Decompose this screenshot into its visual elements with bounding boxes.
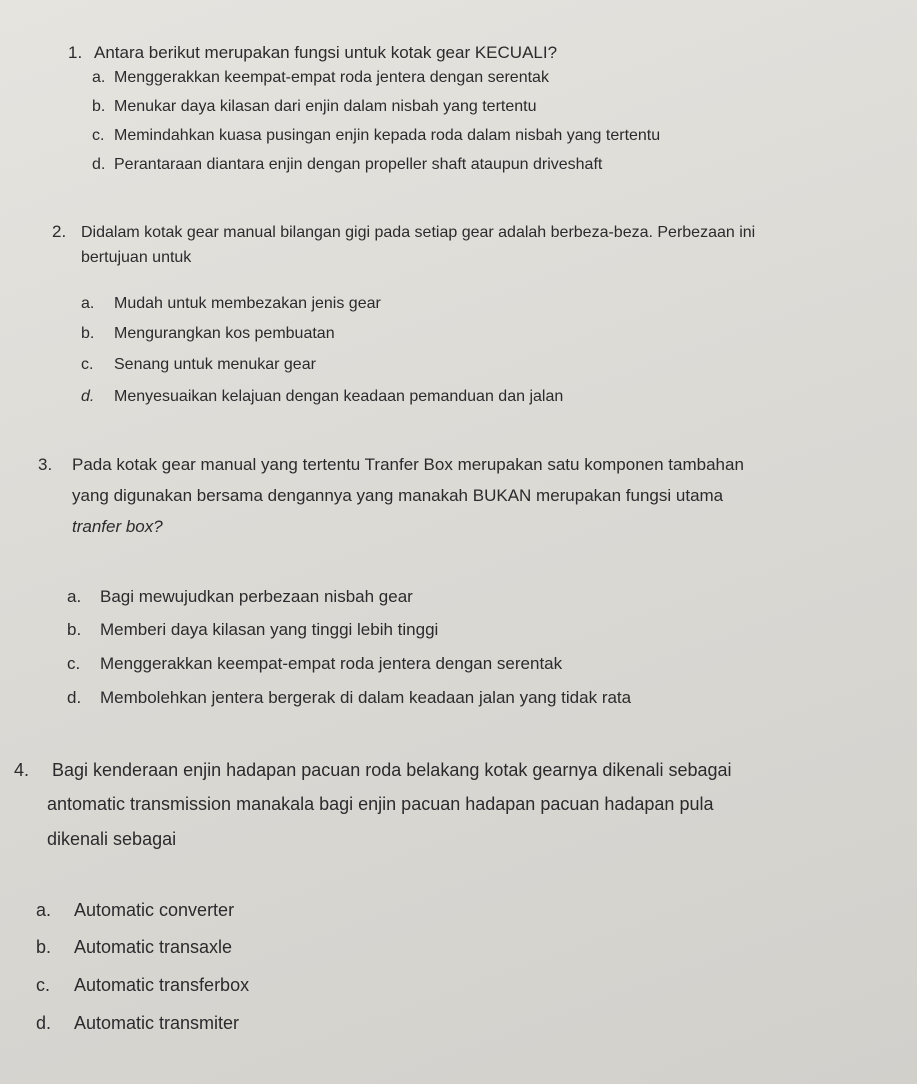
question-4-option-c [36, 976, 249, 994]
question-1-stem [68, 44, 557, 61]
question-1-option-d [92, 157, 602, 173]
question-1-option-a [92, 70, 549, 86]
question-2-stem-cont: bertujuan untuk [81, 249, 192, 266]
option-text: Menukar daya kilasan dari enjin dalam nisbah yang tertentu [114, 98, 537, 115]
option-text: Menggerakkan keempat-empat roda jentera dengan serentak [100, 654, 563, 673]
option-text: Senang untuk menukar gear [114, 356, 316, 373]
question-3-number: 3. [38, 455, 53, 474]
option-letter: a. [36, 900, 52, 920]
option-letter: c. [36, 975, 51, 995]
question-4-option-a [36, 901, 234, 919]
option-letter: b. [92, 98, 106, 115]
option-letter: c. [67, 654, 81, 673]
question-4-option-b [36, 938, 232, 956]
question-3-option-a [67, 588, 413, 605]
option-letter: d. [36, 1013, 52, 1033]
option-letter: b. [67, 620, 82, 639]
question-2-option-b [81, 326, 335, 342]
option-text: Automatic transaxle [74, 937, 233, 957]
question-4-stem-cont-2: dikenali sebagai [47, 829, 177, 849]
question-3-stem-cont-2: tranfer box? [72, 517, 163, 536]
option-text: Memindahkan kuasa pusingan enjin kepada roda dalam nisbah yang tertentu [114, 127, 661, 144]
option-letter: c. [92, 127, 105, 144]
option-text: Mudah untuk membezakan jenis gear [114, 295, 381, 312]
option-letter: d. [67, 688, 82, 707]
option-text: Bagi mewujudkan perbezaan nisbah gear [100, 587, 413, 606]
option-text: Automatic transferbox [74, 975, 250, 995]
option-text: Menggerakkan keempat-empat roda jentera dengan serentak [114, 69, 549, 86]
option-letter: d. [81, 388, 95, 405]
option-text: Menyesuaikan kelajuan dengan keadaan pemanduan dan jalan [114, 388, 564, 405]
option-letter: b. [36, 937, 52, 957]
question-2-stem [52, 223, 755, 241]
question-3-option-b [67, 621, 438, 638]
question-4-text: Bagi kenderaan enjin hadapan pacuan roda belakang kotak gearnya dikenali sebagai [52, 760, 732, 780]
option-text: Automatic converter [74, 900, 235, 920]
option-letter: b. [81, 325, 95, 342]
option-letter: c. [81, 356, 94, 373]
question-4-stem-cont-1: antomatic transmission manakala bagi enjin pacuan hadapan pacuan hadapan pula [47, 794, 714, 814]
option-letter: d. [92, 156, 106, 173]
question-3-option-d [67, 689, 631, 706]
question-2-option-a [81, 296, 381, 312]
option-text: Perantaraan diantara enjin dengan propeller shaft ataupun driveshaft [114, 156, 603, 173]
option-text: Membolehkan jentera bergerak di dalam keadaan jalan yang tidak rata [100, 688, 632, 707]
question-4-option-d [36, 1014, 239, 1032]
option-letter: a. [81, 295, 95, 312]
question-3-text: Pada kotak gear manual yang tertentu Tranfer Box merupakan satu komponen tambahan [72, 455, 744, 474]
option-text: Mengurangkan kos pembuatan [114, 325, 335, 342]
option-letter: a. [67, 587, 82, 606]
question-2-option-c [81, 357, 316, 373]
question-2-number: 2. [52, 222, 67, 241]
question-4-number: 4. [14, 760, 30, 780]
question-1-number: 1. [68, 43, 83, 62]
question-4-stem [14, 761, 732, 779]
question-3-option-c [67, 655, 562, 672]
question-2-text: Didalam kotak gear manual bilangan gigi pada setiap gear adalah berbeza-beza. Perbezaan ini [81, 224, 756, 241]
question-3-stem [38, 456, 744, 473]
option-text: Automatic transmiter [74, 1013, 240, 1033]
option-letter: a. [92, 69, 106, 86]
question-1-option-c [92, 128, 660, 144]
question-1-option-b [92, 99, 536, 115]
question-3-stem-cont-1: yang digunakan bersama dengannya yang manakah BUKAN merupakan fungsi utama [72, 486, 724, 505]
question-1-text: Antara berikut merupakan fungsi untuk kotak gear KECUALI? [94, 43, 558, 62]
question-2-option-d [81, 389, 563, 405]
option-text: Memberi daya kilasan yang tinggi lebih tinggi [100, 620, 439, 639]
